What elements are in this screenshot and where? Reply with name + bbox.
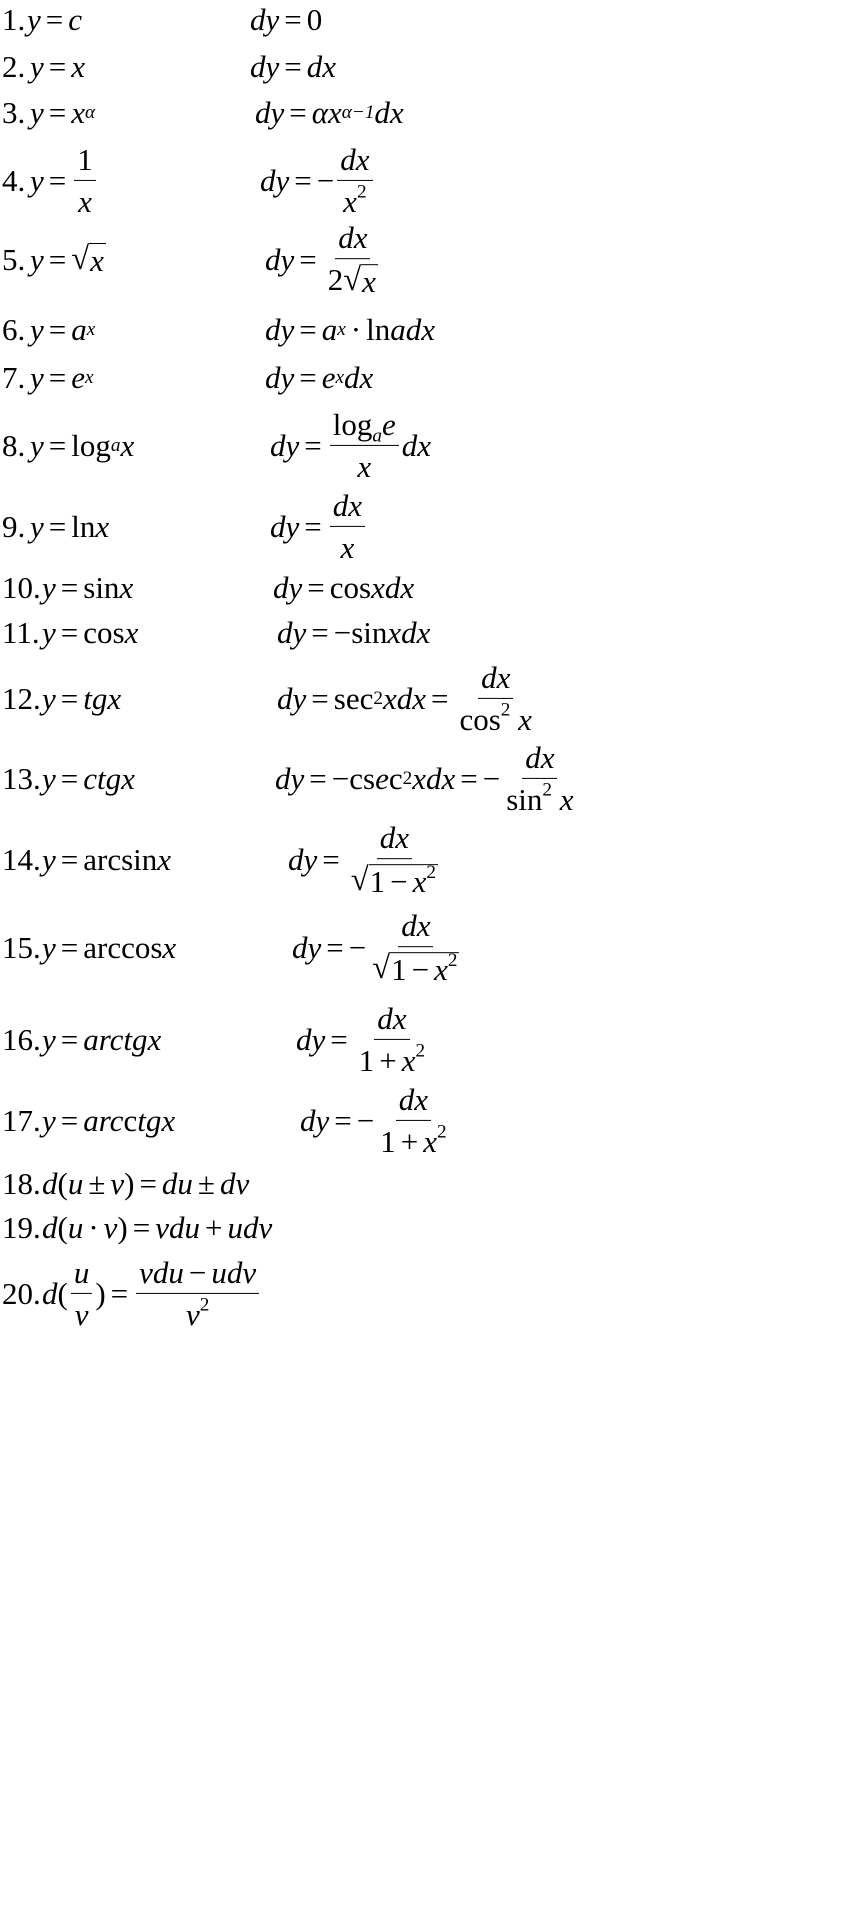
- differential-expression: dy = αx α−1 dx: [255, 95, 404, 130]
- formula-number: 18.: [2, 1166, 41, 1201]
- formula-number: 13.: [2, 761, 41, 796]
- formula-number: 2.: [2, 49, 26, 84]
- function-expression: y = arc c tgx: [42, 1103, 176, 1138]
- formula-number: 16.: [2, 1022, 41, 1057]
- function-expression: y = arccos x: [42, 930, 177, 965]
- differential-expression: dy = dx 2 √ x: [265, 220, 376, 300]
- differential-expression: dy = − $\frac{dx}{x^2}$: [260, 143, 376, 219]
- formula-number: 20.: [2, 1276, 41, 1311]
- formula-number: 5.: [2, 242, 26, 277]
- differential-expression: dy = − dx √ $1 - x^2$: [292, 908, 458, 988]
- differential-expression: dy = dx: [250, 49, 337, 84]
- function-expression: y = sin x: [42, 570, 134, 605]
- function-expression: y = arcsin x: [42, 842, 172, 877]
- formula-number: 8.: [2, 428, 26, 463]
- differential-expression: dy = $\frac{dx}{x}$: [270, 489, 368, 565]
- differential-expression: dy = cos xdx: [273, 570, 415, 605]
- function-expression: y = √ x: [30, 240, 104, 278]
- formula-number: 17.: [2, 1103, 41, 1138]
- function-expression: y = tgx: [42, 681, 122, 716]
- formula-number: 9.: [2, 509, 26, 544]
- differential-expression: dy = sec 2 xdx = $\frac{dx}{\cos^2 x}$: [277, 659, 532, 737]
- function-expression: y = ctgx: [42, 761, 135, 796]
- function-expression: d ( u ± v ) = du ± dv: [42, 1166, 250, 1201]
- formula-number: 19.: [2, 1210, 41, 1245]
- function-expression: y = log a x: [30, 428, 135, 463]
- function-expression: y = arctgx: [42, 1022, 162, 1057]
- differential-expression: dy = dx √ $1 - x^2$: [288, 820, 436, 900]
- differential-expression: dy = e x dx: [265, 360, 374, 395]
- function-expression: y = x α: [30, 95, 96, 130]
- formula-number: 14.: [2, 842, 41, 877]
- differential-expression: dy = $\frac{\log_ae}{x}$ dx: [270, 406, 432, 484]
- formula-number: 12.: [2, 681, 41, 716]
- function-expression: y = $\frac{1}{x}$: [30, 143, 99, 219]
- function-expression: y = c: [27, 2, 83, 37]
- differential-expression: dy = − cs e c 2 xdx = − $\frac{dx}{\sin^2 x}$: [275, 739, 574, 817]
- differential-expression: dy = a x · ln adx: [265, 312, 435, 347]
- formula-number: 6.: [2, 312, 26, 347]
- function-expression: y = a x: [30, 312, 96, 347]
- function-expression: d ( $\frac{u}{v}$ ) = $\frac{\text{vdu − udv}}{v^2}$: [42, 1256, 262, 1332]
- differential-expression: dy = − $\frac{dx}{1 + x^2}$: [300, 1081, 447, 1159]
- formula-number: 3.: [2, 95, 26, 130]
- function-expression: y = cos x: [42, 615, 139, 650]
- differential-expression: dy = $\frac{dx}{1 + x^2}$: [296, 1000, 426, 1078]
- function-expression: y = e x: [30, 360, 94, 395]
- formula-number: 4.: [2, 163, 26, 198]
- function-expression: d ( u · v ) = vdu + udv: [42, 1210, 273, 1245]
- function-expression: y = ln x: [30, 509, 110, 544]
- formula-number: 1.: [2, 2, 26, 37]
- function-expression: y = x: [30, 49, 86, 84]
- differential-expression: dy = − sin xdx: [277, 615, 431, 650]
- formula-number: 7.: [2, 360, 26, 395]
- formula-number: 15.: [2, 930, 41, 965]
- formula-number: 10.: [2, 570, 41, 605]
- differential-expression: dy = 0: [250, 2, 323, 37]
- formula-number: 11.: [2, 615, 40, 650]
